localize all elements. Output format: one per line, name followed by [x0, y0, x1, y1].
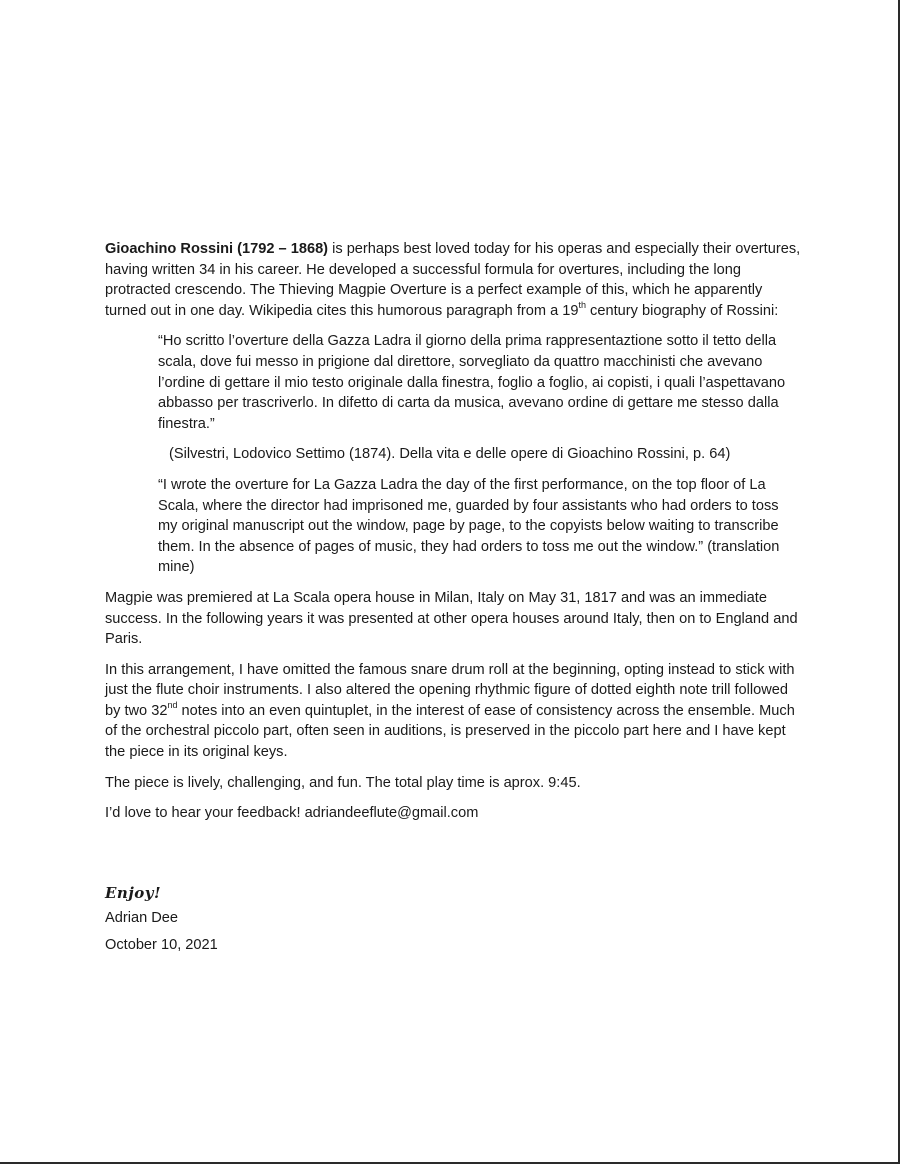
- arrangement-superscript: nd: [167, 700, 178, 711]
- play-time-paragraph: The piece is lively, challenging, and fun. The total play time is aprox. 9:45.: [105, 774, 581, 791]
- feedback-paragraph: I’d love to hear your feedback! adriandeeflute@gmail.com: [105, 805, 479, 822]
- intro-paragraph: [105, 239, 805, 321]
- enjoy-signoff: Enjoy!: [105, 884, 162, 902]
- author-name: Adrian Dee: [105, 910, 179, 926]
- intro-text-b: century biography of Rossini:: [586, 302, 779, 319]
- closing-block: [105, 884, 218, 964]
- arrangement-text-a: In this arrangement, I have omitted the famous snare drum roll at the beginning, opting instead to stick with just the flute choir instruments. I also altered the opening rhythmic figure of dotted eighth note trill followed by two 32: [105, 661, 795, 719]
- english-translation-quote: “I wrote the overture for La Gazza Ladra the day of the first performance, on the top floor of La Scala, where the director had imprisoned me, guarded by four assistants who had orders to toss my original manuscript out the window, page by page, to the copyists below waiting to transcribe them. In the absence of pages of music, they had orders to toss me out the window.” (translation mine): [158, 476, 780, 576]
- premiere-paragraph: Magpie was premiered at La Scala opera house in Milan, Italy on May 31, 1817 and was an immediate success. In the following years it was presented at other opera houses around Italy, then on to England and Paris.: [105, 589, 798, 648]
- arrangement-paragraph: [105, 660, 805, 763]
- arrangement-text-b: notes into an even quintuplet, in the interest of ease of consistency across the ensemble. Much of the orchestral piccolo part, often seen in auditions, is preserved in the piccolo part here and I have kept the piece in its original keys.: [105, 702, 795, 761]
- document-body: [105, 239, 805, 834]
- italian-quote: “Ho scritto l’overture della Gazza Ladra il giorno della prima rappresentaztione sotto il tetto della scala, dove fui messo in prigione dal direttore, sorvegliato da quattro macchinisti che avevano l’ordine di gettare il mio testo originale dalla finestra, foglio a foglio, ai copisti, i quali l’aspettavano abbasso per trascriverlo. In difetto di carta da musica, avevano ordine di gettare me stesso dalla finestra.”: [158, 333, 786, 432]
- citation: (Silvestri, Lodovico Settimo (1874). Della vita e delle opere di Gioachino Rossini, p. 64): [169, 446, 731, 463]
- document-date: October 10, 2021: [105, 937, 218, 953]
- intro-bold-lead: Gioachino Rossini (1792 – 1868): [105, 241, 329, 257]
- intro-text-a: is perhaps best loved today for his operas and especially their overtures, having written 34 in his career. He developed a successful formula for overtures, including the long protracted crescendo. The Thieving Magpie Overture is a perfect example of this, which he apparently turned out in one day. Wikipedia cites this humorous paragraph from a 19: [105, 241, 801, 319]
- intro-superscript: th: [578, 299, 586, 310]
